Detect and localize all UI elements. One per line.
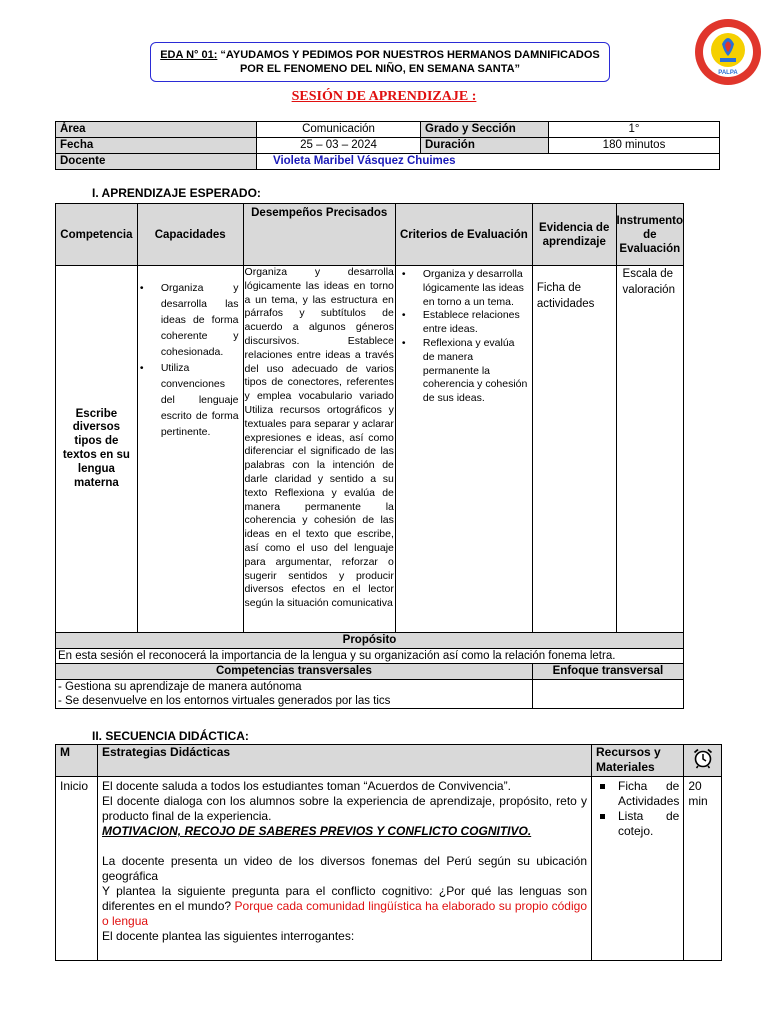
criterio-item: • Establece relaciones entre ideas.: [400, 309, 528, 337]
header-desempenos: Desempeños Precisados: [243, 204, 395, 266]
eda-title-line2: POR EL FENOMENO DEL NIÑO, EN SEMANA SANTA”: [239, 63, 521, 75]
proposito-text: En esta sesión el reconocerá la importancia de la lengua y su organización así como la relación fonema letra.: [56, 649, 684, 664]
capacidad-item: • Organiza y desarrolla las ideas de forma coherente y cohesionada.: [140, 280, 239, 360]
docente-value: Violeta Maribel Vásquez Chuimes: [257, 154, 720, 170]
docente-label: Docente: [56, 154, 257, 170]
resources-cell: [592, 777, 684, 961]
moment-cell: Inicio: [56, 777, 98, 961]
eda-label: EDA N° 01:: [160, 49, 218, 61]
section-2-heading: II. SECUENCIA DIDÁCTICA:: [92, 729, 249, 743]
transversal-item: - Se desenvuelve en los entornos virtuales generados por las tics: [58, 695, 391, 707]
strategy-answer: Porque cada comunidad lingüística ha elaborado su propio código o lengua: [102, 899, 587, 928]
transversal-item: - Gestiona su aprendizaje de manera autónoma: [58, 681, 302, 693]
info-table: [55, 121, 720, 170]
criterio-item: • Organiza y desarrolla lógicamente las ideas en torno a un tema.: [400, 268, 528, 309]
time-cell: 20 min: [684, 777, 722, 961]
strategy-question: Y plantea la siguiente pregunta para el conflicto cognitivo: ¿Por qué las lenguas son diferentes en el mundo?: [102, 884, 587, 913]
alarm-clock-icon: [684, 745, 722, 777]
logo-town: PALPA: [718, 70, 738, 76]
competencia-cell: Escribe diversos tipos de textos en su lengua materna: [56, 266, 138, 633]
header-competencia: Competencia: [56, 204, 138, 266]
fecha-value: 25 – 03 – 2024: [257, 138, 421, 154]
enfoque-cell: [532, 680, 683, 709]
header-evidencia: Evidencia de aprendizaje: [532, 204, 616, 266]
header-recursos: Recursos y Materiales: [592, 745, 684, 777]
grado-value: 1°: [549, 122, 720, 138]
sequence-table: [55, 744, 722, 961]
session-title: SESIÓN DE APRENDIZAJE :: [291, 89, 477, 104]
strategy-text: La docente presenta un video de los diversos fonemas del Perú según su ubicación geográfica: [102, 854, 587, 883]
resource-item: Ficha de Actividades: [596, 779, 679, 809]
header-capacidades: Capacidades: [137, 204, 243, 266]
area-label: Área: [56, 122, 257, 138]
capacidades-cell: [137, 266, 243, 633]
enfoque-header: Enfoque transversal: [532, 664, 683, 680]
grado-label: Grado y Sección: [421, 122, 549, 138]
criterio-item: • Reflexiona y evalúa de manera permanente la coherencia y cohesión de sus ideas.: [400, 337, 528, 406]
eda-title-line1: “AYUDAMOS Y PEDIMOS POR NUESTROS HERMANOS DAMNIFICADOS: [217, 49, 600, 61]
transversales-list: [56, 680, 533, 709]
eda-title-box: [150, 42, 610, 82]
motivacion-heading: MOTIVACION, RECOJO DE SABERES PREVIOS Y CONFLICTO COGNITIVO.: [102, 824, 532, 838]
instrumento-cell: Escala de valoración: [616, 266, 683, 633]
duracion-value: 180 minutos: [549, 138, 720, 154]
strategy-text: El docente dialoga con los alumnos sobre la experiencia de aprendizaje, propósito, reto y producto final de la experiencia.: [102, 794, 587, 823]
section-1-heading: I. APRENDIZAJE ESPERADO:: [92, 186, 261, 200]
evidencia-cell: Ficha de actividades: [532, 266, 616, 633]
learning-table: [55, 203, 684, 709]
desempenos-cell: Organiza y desarrolla lógicamente las ideas en torno a un tema, y las estructura en párrafos y subtítulos de acuerdo a algunos géneros discursivos. Establece relaciones entre ideas a través del uso adecuado de varios tipos de conectores, referentes y emplea vocabulario variado Utiliza recursos ortográficos y textuales para separar y aclarar expresiones e ideas, así como diferenciar el significado de las palabras con la intención de darle claridad y sentido a su texto Reflexiona y evalúa de manera permanente la coherencia y cohesión de las ideas en el texto que escribe, así como el uso del lenguaje para argumentar, reforzar o sugerir sentidos y producir diversos efectos en el lector según la situación comunicativa: [243, 266, 395, 633]
strategies-cell: [98, 777, 592, 961]
area-value: Comunicación: [257, 122, 421, 138]
strategy-text: El docente plantea las siguientes interrogantes:: [102, 929, 355, 943]
capacidad-item: • Utiliza convenciones del lenguaje escrito de forma pertinente.: [140, 360, 239, 440]
duracion-label: Duración: [421, 138, 549, 154]
criterios-cell: [395, 266, 532, 633]
strategy-text: El docente saluda a todos los estudiantes toman “Acuerdos de Convivencia”.: [102, 779, 511, 793]
proposito-header: Propósito: [56, 633, 684, 649]
header-criterios: Criterios de Evaluación: [395, 204, 532, 266]
header-instrumento: Instrumento de Evaluación: [616, 204, 683, 266]
fecha-label: Fecha: [56, 138, 257, 154]
resource-item: Lista de cotejo.: [596, 809, 679, 839]
transversales-header: Competencias transversales: [56, 664, 533, 680]
header-m: M: [56, 745, 98, 777]
ugel-logo: [694, 18, 762, 86]
header-estrategias: Estrategias Didácticas: [98, 745, 592, 777]
